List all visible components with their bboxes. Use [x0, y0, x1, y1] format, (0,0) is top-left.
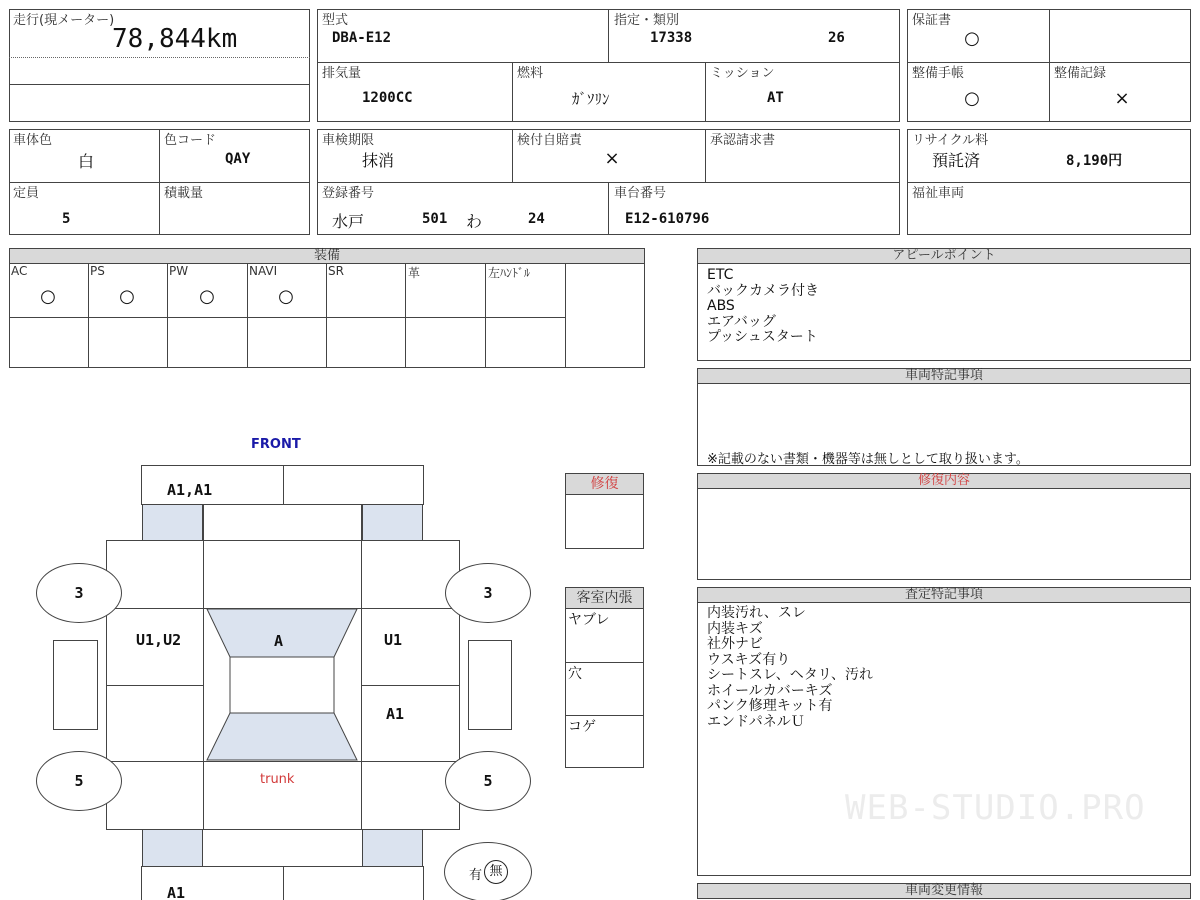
- divider: [283, 866, 284, 900]
- recycle-status: 預託済: [932, 151, 981, 170]
- equip-pw-label: PW: [169, 264, 189, 278]
- front-right-fender: [362, 505, 423, 541]
- divider: [203, 505, 204, 541]
- roof-value: A: [274, 632, 284, 650]
- front-bumper-value: A1,A1: [167, 481, 213, 499]
- displacement-value: 1200CC: [362, 90, 413, 106]
- right-rear-door-value: A1: [386, 705, 405, 723]
- reg-class: 501: [422, 211, 448, 227]
- divider: [565, 263, 566, 368]
- roof-panel: [230, 657, 334, 713]
- interior-hole: 穴: [568, 666, 582, 682]
- divider: [167, 263, 168, 368]
- capacity-label: 定員: [13, 186, 40, 201]
- rear-bumper-value: A1: [167, 884, 186, 900]
- divider: [9, 57, 310, 58]
- category-value: 26: [828, 30, 845, 46]
- chassis-value: E12-610796: [625, 211, 710, 227]
- inspection-label: 車検期限: [322, 133, 375, 148]
- repair-detail-box: [697, 488, 1191, 580]
- divider: [326, 263, 327, 368]
- load-label: 積載量: [164, 186, 204, 201]
- divider: [405, 263, 406, 368]
- equip-navi-value: ○: [278, 286, 294, 307]
- repair-box-title: 修復: [565, 473, 644, 495]
- equipment-table: [9, 263, 645, 368]
- divider: [485, 263, 486, 368]
- color-code-value: QAY: [225, 151, 251, 167]
- divider: [705, 129, 706, 183]
- left-side-panel: [53, 640, 98, 730]
- maint-book-value: ○: [964, 88, 980, 109]
- reg-number: 24: [528, 211, 545, 227]
- assessment-title: 査定特記事項: [697, 587, 1191, 603]
- reg-label: 登録番号: [322, 186, 375, 201]
- inspection-value: 抹消: [362, 151, 395, 170]
- divider: [9, 317, 566, 318]
- divider: [9, 182, 310, 183]
- interior-tear: ヤブレ: [568, 612, 610, 628]
- recycle-label: リサイクル料: [912, 133, 989, 148]
- warranty-value: ○: [964, 28, 980, 49]
- divider: [283, 465, 284, 505]
- fuel-label: 燃料: [517, 66, 544, 81]
- equip-navi-label: NAVI: [249, 264, 278, 278]
- tire-rear-right: 5: [445, 751, 531, 811]
- mileage-value: 78,844km: [112, 24, 238, 54]
- color-label: 車体色: [13, 133, 53, 148]
- watermark: WEB-STUDIO.PRO: [845, 788, 1146, 828]
- assessment-text: 内装汚れ、スレ 内装キズ 社外ナビ ウスキズ有り シートスレ、ヘタリ、汚れ ホイールカバーキズ パンク修理キット有 エンドパネルＵ: [707, 605, 874, 730]
- divider: [247, 263, 248, 368]
- reg-area: 水戸: [332, 212, 365, 231]
- appeal-text: ETC バックカメラ付き ABS エアバッグ プッシュスタート: [707, 267, 819, 345]
- equip-ps-value: ○: [119, 286, 135, 307]
- divider: [512, 129, 513, 183]
- warranty-label: 保証書: [912, 13, 952, 28]
- trunk-label: trunk: [260, 772, 295, 787]
- chassis-label: 車台番号: [614, 186, 667, 201]
- special-note: ※記載のない書類・機器等は無しとして取り扱います。: [707, 452, 1029, 467]
- spare-yes: 有: [469, 868, 483, 883]
- equipment-title: 装備: [9, 248, 645, 264]
- equip-leather-label: 革: [408, 266, 421, 280]
- divider: [9, 84, 310, 85]
- divider: [512, 62, 513, 122]
- maint-record-label: 整備記録: [1054, 66, 1107, 81]
- equip-pw-value: ○: [199, 286, 215, 307]
- designation-label: 指定・類別: [614, 13, 680, 28]
- tire-front-left: 3: [36, 563, 122, 623]
- repair-detail-title: 修復内容: [697, 473, 1191, 489]
- divider: [1049, 9, 1050, 122]
- interior-title: 客室内張: [565, 587, 644, 609]
- mission-value: AT: [767, 90, 784, 106]
- divider: [88, 263, 89, 368]
- appeal-title: アピールポイント: [697, 248, 1191, 264]
- divider: [106, 685, 203, 686]
- divider: [705, 62, 706, 122]
- maint-book-label: 整備手帳: [912, 66, 965, 81]
- designation-value: 17338: [650, 30, 693, 46]
- model-value: DBA-E12: [332, 30, 392, 46]
- insurance-label: 検付自賠責: [517, 133, 583, 148]
- divider: [361, 505, 362, 541]
- rear-right-fender: [362, 830, 423, 867]
- divider: [608, 182, 609, 235]
- front-left-fender: [142, 505, 203, 541]
- maint-record-value: ×: [1114, 88, 1130, 109]
- mileage-label: 走行(現メーター): [13, 13, 115, 28]
- front-label: FRONT: [251, 437, 301, 452]
- insurance-value: ×: [604, 148, 620, 169]
- cabin-glass: [203, 608, 361, 761]
- right-front-door-value: U1: [384, 631, 403, 649]
- tire-rear-left: 5: [36, 751, 122, 811]
- model-label: 型式: [322, 13, 349, 28]
- left-door-value: U1,U2: [136, 631, 182, 649]
- divider: [106, 761, 460, 762]
- color-code-label: 色コード: [164, 133, 217, 148]
- spare-no: 無: [484, 860, 508, 884]
- recycle-value: 8,190円: [1066, 153, 1123, 169]
- equip-ac-value: ○: [40, 286, 56, 307]
- right-side-panel: [468, 640, 512, 730]
- interior-burn: コゲ: [568, 719, 596, 735]
- equip-ac-label: AC: [11, 264, 28, 278]
- fuel-value: ｶﾞｿﾘﾝ: [572, 90, 610, 108]
- reg-kana: わ: [466, 212, 483, 231]
- displacement-label: 排気量: [322, 66, 362, 81]
- welfare-label: 福祉車両: [912, 186, 965, 201]
- change-info-title: 車両変更情報: [697, 883, 1191, 899]
- special-title: 車両特記事項: [697, 368, 1191, 384]
- equip-lhd-label: 左ﾊﾝﾄﾞﾙ: [488, 266, 531, 280]
- divider: [361, 685, 460, 686]
- capacity-value: 5: [62, 211, 71, 227]
- divider: [608, 9, 609, 63]
- approval-label: 承認請求書: [710, 133, 776, 148]
- mission-label: ミッション: [710, 66, 775, 81]
- color-value: 白: [78, 152, 95, 171]
- rear-glass: [207, 713, 357, 760]
- tire-front-right: 3: [445, 563, 531, 623]
- rear-left-fender: [142, 830, 203, 867]
- equip-ps-label: PS: [90, 264, 105, 278]
- equip-sr-label: SR: [328, 264, 344, 278]
